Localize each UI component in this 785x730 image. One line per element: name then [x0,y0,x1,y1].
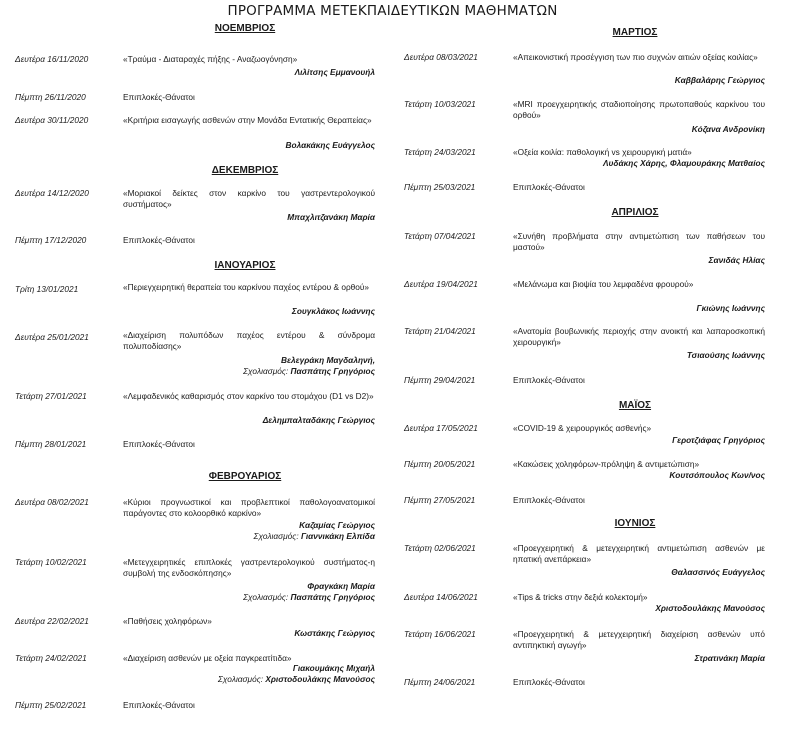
month-heading: ΦΕΒΡΟΥΑΡΙΟΣ [208,471,282,482]
entry-comment [123,366,375,377]
entry-topic: «MRI προεγχειρητικής σταδιοποίησης πρωτοπαθούς καρκίνου του ορθού» [513,99,765,120]
month-heading: ΙΟΥΝΙΟΣ [614,518,656,529]
comment-name: Πασπάτης Γρηγόριος [290,366,375,376]
entry-topic: Επιπλοκές-Θάνατοι [123,700,195,710]
entry-date: Τετάρτη 27/01/2021 [15,391,87,401]
entry-comment [123,592,375,603]
entry-topic: «Κακώσεις χοληφόρων-πρόληψη & αντιμετώπιση» [513,459,700,469]
comment-label: Σχολιασμός: [243,366,289,376]
month-heading: ΑΠΡΙΛΙΟΣ [611,207,659,218]
page-title: ΠΡΟΓΡΑΜΜΑ ΜΕΤΕΚΠΑΙΔΕΥΤΙΚΩΝ ΜΑΘΗΜΑΤΩΝ [227,3,558,19]
entry-date: Πέμπτη 24/06/2021 [404,677,476,687]
entry-topic: «Διαχείριση πολυπόδων παχέος εντέρου & σύνδρομα πολυποδίασης» [123,330,375,351]
month-heading: ΜΑΪΟΣ [618,400,652,411]
entry-speaker: Φραγκάκη Μαρία [307,581,375,591]
entry-topic: «Διαχείριση ασθενών με οξεία παγκρεατίτιδα» [123,653,292,663]
entry-date: Πέμπτη 17/12/2020 [15,235,87,245]
comment-name: Γιαννικάκη Ελπίδα [300,531,375,541]
entry-date: Πέμπτη 27/05/2021 [404,495,476,505]
entry-topic: «Λεμφαδενικός καθαρισμός στον καρκίνο του στομάχου (D1 vs D2)» [123,391,374,401]
entry-speaker: Καζαμίας Γεώργιος [299,520,375,530]
entry-speaker: Λυδάκης Χάρης, Φλαμουράκης Ματθαίος [602,158,765,168]
entry-topic: Επιπλοκές-Θάνατοι [513,182,585,192]
comment-label: Σχολιασμός: [217,674,264,684]
entry-date: Δευτέρα 30/11/2020 [15,115,89,125]
comment-label: Σχολιασμός: [243,592,289,602]
entry-speaker: Στρατινάκη Μαρία [694,653,765,663]
entry-date: Τετάρτη 21/04/2021 [404,326,476,336]
entry-topic: Επιπλοκές-Θάνατοι [123,235,195,245]
entry-date: Τετάρτη 16/06/2021 [404,629,476,639]
entry-topic: Επιπλοκές-Θάνατοι [123,92,195,102]
entry-date: Δευτέρα 17/05/2021 [404,423,478,433]
entry-date: Δευτέρα 08/03/2021 [404,52,478,62]
entry-topic: Επιπλοκές-Θάνατοι [123,439,195,449]
month-heading: ΙΑΝΟΥΑΡΙΟΣ [214,260,276,271]
entry-date: Τετάρτη 02/06/2021 [404,543,476,553]
entry-date: Πέμπτη 25/02/2021 [15,700,87,710]
entry-topic: «Προεγχειρητική & μετεγχειρητική αντιμετώπιση ασθενών με ηπατική ανεπάρκεια» [513,543,765,564]
entry-comment [123,674,375,685]
entry-topic: «Μελάνωμα και βιοψία του λεμφαδένα φρουρού» [513,279,694,289]
entry-date: Τετάρτη 10/02/2021 [15,557,87,567]
entry-topic: «Μετεγχειρητικές επιπλοκές γαστρεντερολογικού συστήματος-η συμβολή της ενδοσκόπησης» [123,557,375,578]
entry-date: Τετάρτη 07/04/2021 [404,231,476,241]
entry-topic: «Προεγχειρητική & μετεγχειρητική διαχείριση ασθενών υπό αντιπηκτική αγωγή» [513,629,765,650]
entry-date: Τετάρτη 24/02/2021 [15,653,87,663]
month-heading: ΜΑΡΤΙΟΣ [612,27,658,38]
entry-date: Πέμπτη 25/03/2021 [404,182,476,192]
entry-date: Τετάρτη 10/03/2021 [404,99,476,109]
entry-comment [123,531,375,542]
comment-name: Πασπάτης Γρηγόριος [290,592,375,602]
entry-topic: «Κύριοι προγνωστικοί και προβλεπτικοί παθολογοανατομικοί παράγοντες στο κολοορθικό καρκίνο» [123,497,375,518]
entry-speaker: Δεληµπαλταδάκης Γεώργιος [262,415,375,425]
entry-speaker: Κουτσόπουλος Κων/νος [669,470,765,480]
entry-topic: Επιπλοκές-Θάνατοι [513,495,585,505]
entry-date: Δευτέρα 19/04/2021 [404,279,478,289]
entry-speaker: Κόζανα Ανδρονίκη [691,124,765,134]
month-heading: ΔΕΚΕΜΒΡΙΟΣ [211,165,279,176]
entry-speaker: Σουγκλάκος Ιωάννης [291,306,375,316]
entry-speaker: Σανιδάς Ηλίας [708,255,765,265]
entry-topic: «Tips & tricks στην δεξιά κολεκτομή» [513,592,648,602]
entry-date: Δευτέρα 22/02/2021 [15,616,89,626]
entry-topic: «Τραύμα - Διαταραχές πήξης - Αναζωογόνηση» [123,54,298,64]
entry-speaker: Γκιώνης Ιωάννης [696,303,765,313]
entry-date: Δευτέρα 08/02/2021 [15,497,89,507]
entry-speaker: Βελεγράκη Μαγδαληνή, [281,355,375,365]
entry-speaker: Χριστοδουλάκης Μανούσος [655,603,765,613]
entry-date: Δευτέρα 16/11/2020 [15,54,89,64]
entry-date: Πέμπτη 20/05/2021 [404,459,476,469]
entry-date: Δευτέρα 25/01/2021 [15,332,89,342]
entry-speaker: Κωστάκης Γεώργιος [294,628,375,638]
month-heading: ΝΟΕΜΒΡΙΟΣ [214,23,276,34]
entry-date: Πέμπτη 26/11/2020 [15,92,86,102]
entry-date: Δευτέρα 14/12/2020 [15,188,89,198]
entry-speaker: Τσιαούσης Ιωάννης [686,350,765,360]
entry-topic: «Κριτήρια εισαγωγής ασθενών στην Μονάδα Εντατικής Θεραπείας» [123,115,372,125]
entry-date: Πέμπτη 28/01/2021 [15,439,87,449]
entry-topic: Επιπλοκές-Θάνατοι [513,677,585,687]
entry-speaker: Θαλασσινός Ευάγγελος [671,567,765,577]
entry-topic: «Μοριακοί δείκτες στον καρκίνο του γαστρεντερολογικού συστήματος» [123,188,375,209]
entry-date: Τρίτη 13/01/2021 [15,284,79,294]
entry-speaker: Καββαλάρης Γεώργιος [674,75,765,85]
entry-topic: «COVID-19 & χειρουργικός ασθενής» [513,423,652,433]
entry-topic: «Συνήθη προβλήματα στην αντιμετώπιση των παθήσεων του μαστού» [513,231,765,252]
entry-speaker: Λιλίτσης Εμμανουήλ [294,67,375,77]
entry-topic: «Απεικονιστική προσέγγιση των πιο συχνών αιτιών οξείας κοιλίας» [513,52,758,62]
entry-speaker: Μπαχλιτζανάκη Μαρία [287,212,375,222]
entry-topic: «Ανατομία βουβωνικής περιοχής στην ανοικτή και λαπαροσκοπική χειρουργική» [513,326,765,347]
comment-label: Σχολιασμός: [253,531,299,541]
entry-topic: «Περιεγχειρητική θεραπεία του καρκίνου παχέος εντέρου & ορθού» [123,282,370,292]
entry-topic: «Παθήσεις χοληφόρων» [123,616,212,626]
entry-speaker: Βολακάκης Ευάγγελος [285,140,375,150]
comment-name: Χριστοδουλάκης Μανούσος [265,674,375,684]
entry-topic: Επιπλοκές-Θάνατοι [513,375,585,385]
entry-date: Δευτέρα 14/06/2021 [404,592,478,602]
entry-date: Πέμπτη 29/04/2021 [404,375,476,385]
entry-topic: «Οξεία κοιλία: παθολογική vs χειρουργική ματιά» [513,147,692,157]
entry-speaker: Γεροτζιάφας Γρηγόριος [672,435,765,445]
entry-date: Τετάρτη 24/03/2021 [404,147,476,157]
entry-speaker: Γιακουμάκης Μιχαήλ [292,663,375,673]
